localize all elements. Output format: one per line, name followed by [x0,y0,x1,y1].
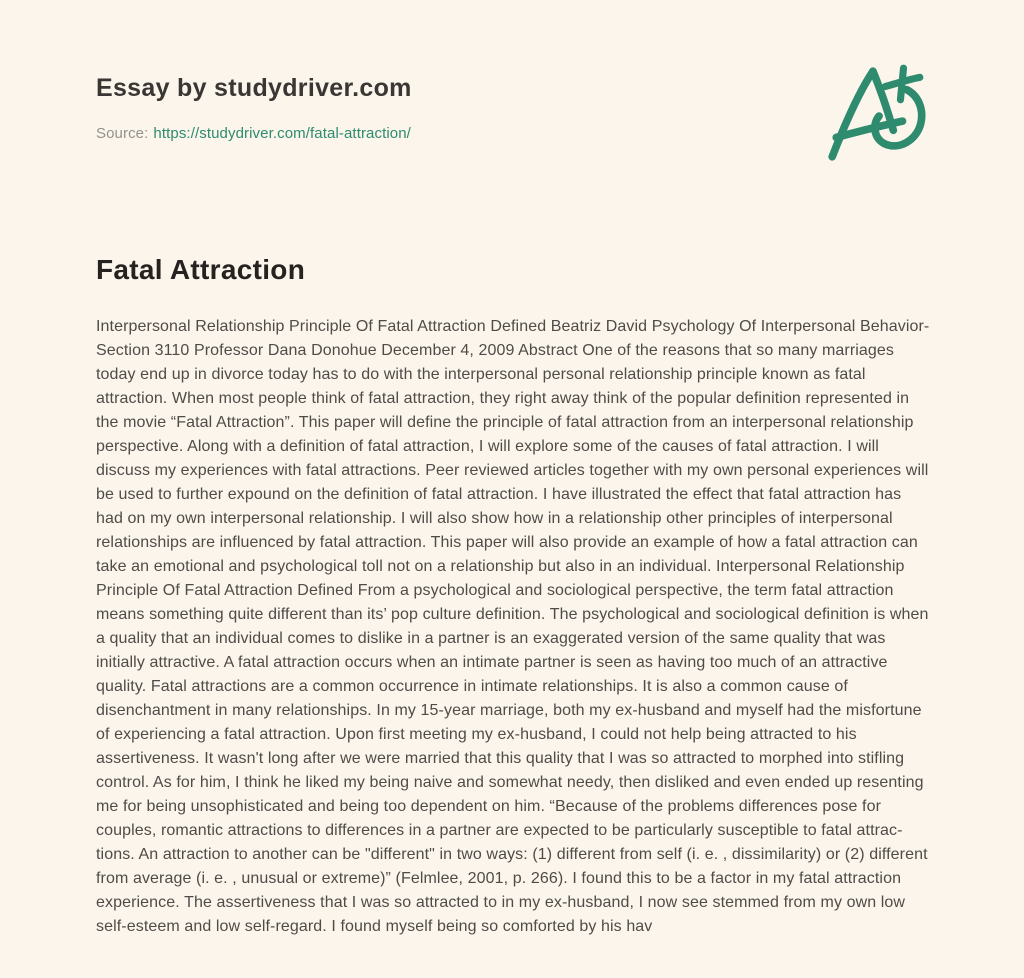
essay-title: Fatal Attraction [96,254,306,285]
source-label: Source: [96,125,149,142]
source-line [96,125,411,142]
essay-body-text: Interpersonal Relationship Principle Of Fatal Attraction Defined Beatriz David Psychology Of Interpersonal Behavior- Section 3110 Professor Dana Donohue December 4, 2009 Abstract One of the reasons that so many marriages today end up in divorce today has to do with the interpersonal personal relationship principle known as fatal attraction. When most people think of fatal attraction, they right away think of the popular definition represented in the movie “Fatal Attraction”. This paper will define the principle of fatal attraction from an interpersonal relationship perspective. Along with a definition of fatal attraction, I will explore some of the causes of fatal attraction. I will discuss my experiences with fatal attractions. Peer reviewed articles together with my own personal experiences will be used to further expound on the definition of fatal attraction. I have illustrated the effect that fatal attraction has had on my own interpersonal relationship. I will also show how in a relationship other principles of interpersonal relationships are influenced by fatal attraction. This paper will also provide an example of how a fatal attraction can take an emotional and psychological toll not on a relationship but also in an individual. Interpersonal Relationship Principle Of Fatal Attraction Defined From a psychological and sociological perspective, the term fatal attraction means something quite different than its’ pop culture definition. The psychological and sociological definition is when a quality that an individual comes to dislike in a partner is an exaggerated version of the same quality that was initially attractive. A fatal attraction occurs when an intimate partner is seen as having too much of an attractive quality. Fatal attractions are a common occurrence in intimate relationships. It is also a common cause of disenchantment in many relationships. In my 15-year marriage, both my ex-husband and myself had the misfortune of experiencing a fatal attraction. Upon first meeting my ex-husband, I could not help being attracted to his assertiveness. It wasn't long after we were married that this quality that I was so attracted to morphed into stifling control. As for him, I think he liked my being naive and somewhat needy, then disliked and even ended up resenting me for being unsophisticated and being too dependent on him. “Because of the problems differences pose for couples, romantic attractions to differences in a partner are expected to be particularly susceptible to fatal attrac-tions. An attraction to another can be "different" in two ways: (1) different from self (i. e. , dissimilarity) or (2) different from average (i. e. , unusual or extreme)” (Felmlee, 2001, p. 266). I found this to be a factor in my fatal attraction experience. The assertiveness that I was so attracted to in my ex-husband, I now see stemmed from my own low self-esteem and low self-regard. I found myself being so comforted by his hav [96,318,930,935]
page-header-title: Essay by studydriver.com [96,74,412,102]
source-link[interactable]: https://studydriver.com/fatal-attraction/ [153,125,411,142]
a-plus-logo-icon [822,58,930,168]
